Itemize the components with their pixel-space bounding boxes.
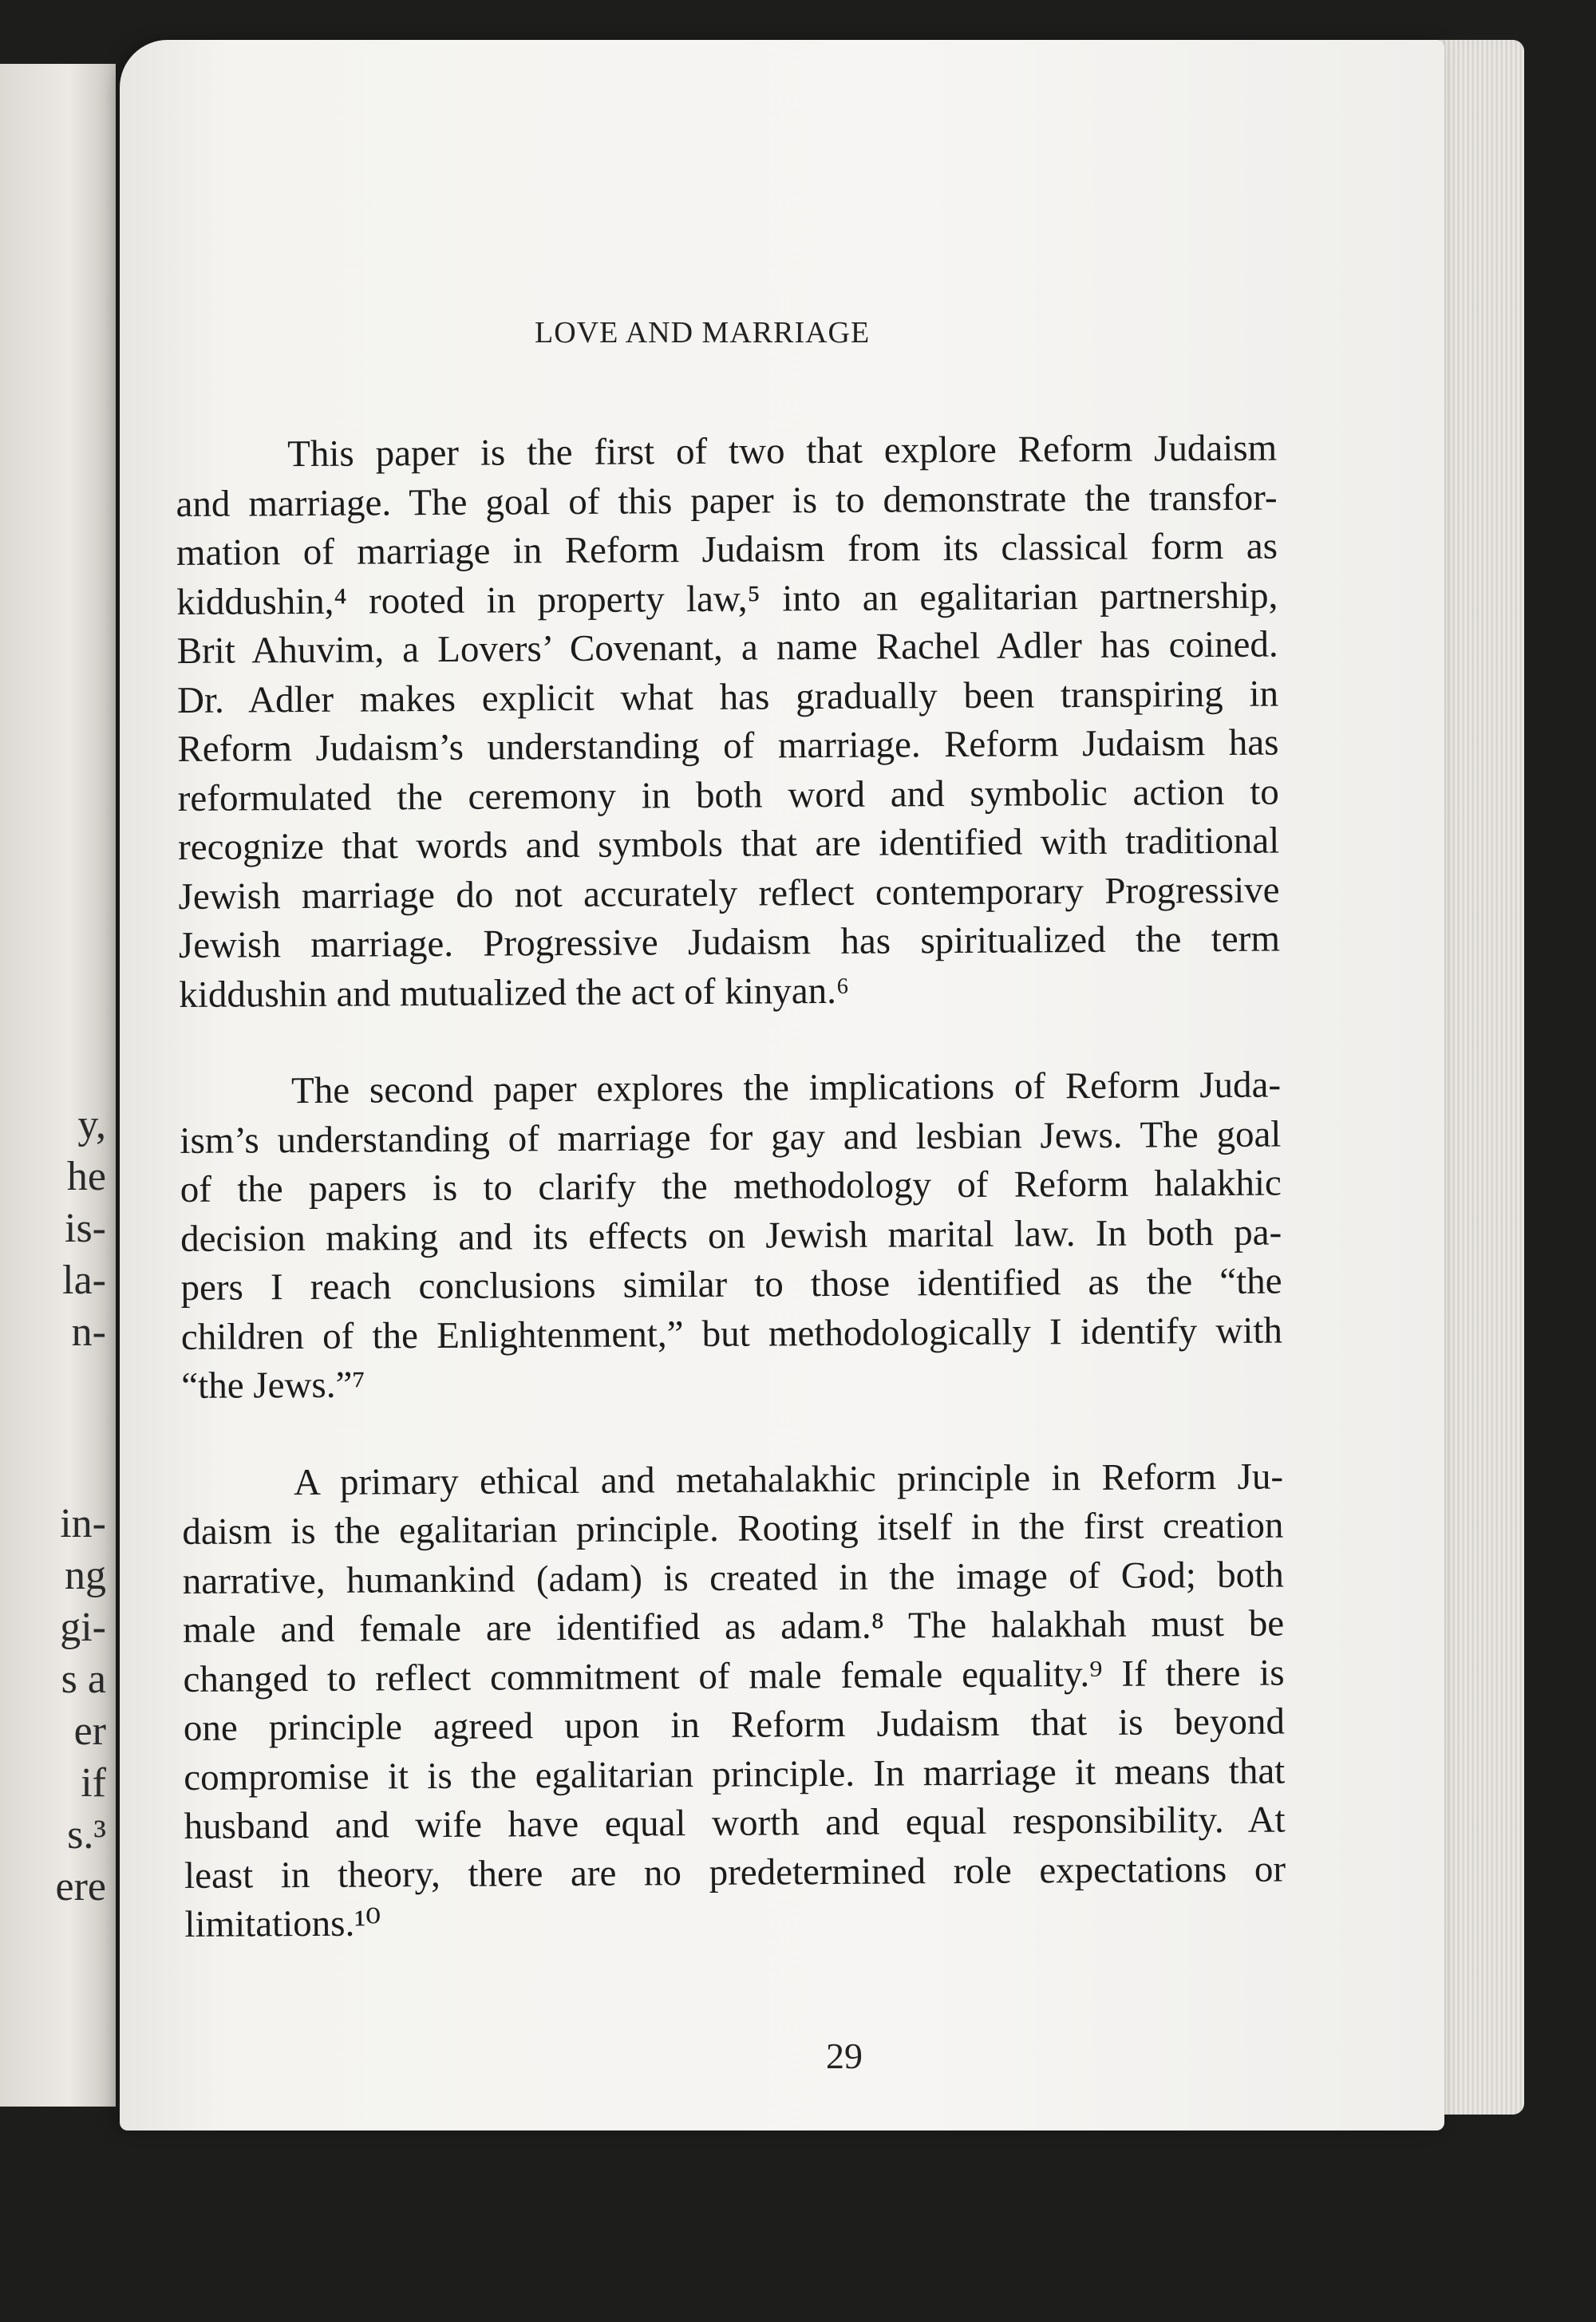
- text-line: husband and wife have equal worth and equal responsibility. At: [184, 1799, 1286, 1847]
- left-page-fragment: la-: [62, 1258, 106, 1303]
- paragraph: [180, 1061, 1283, 1412]
- paragraph: [176, 425, 1280, 1020]
- text-line: decision making and its effects on Jewish marital law. In both pa-: [180, 1211, 1282, 1260]
- left-page-fragment: n-: [71, 1309, 106, 1355]
- page-number: 29: [826, 2036, 863, 2076]
- text-line: daism is the egalitarian principle. Rooting itself in the first creation: [182, 1504, 1284, 1553]
- text-line: This paper is the first of two that explore Reform Judaism: [287, 427, 1278, 476]
- text-line: of the papers is to clarify the methodology of Reform halakhic: [180, 1162, 1282, 1210]
- text-line: narrative, humankind (adam) is created in the image of God; both: [182, 1554, 1284, 1602]
- text-line: “the Jews.”⁷: [181, 1364, 365, 1407]
- text-line: The second paper explores the implications of Reform Juda-: [290, 1064, 1282, 1112]
- text-line: least in theory, there are no predetermined role expectations or: [184, 1848, 1286, 1897]
- left-page-fragment: gi-: [60, 1605, 106, 1650]
- left-page-fragment: he: [66, 1154, 106, 1199]
- left-page-fragment: in-: [60, 1501, 106, 1546]
- left-page-edge: [0, 64, 116, 2107]
- left-page-fragment: ng: [65, 1553, 106, 1598]
- text-line: reformulated the ceremony in both word and symbolic action to: [177, 771, 1279, 819]
- text-line: children of the Enlightenment,” but methodologically I identify with: [180, 1309, 1283, 1358]
- text-line: compromise it is the egalitarian principle. In marriage it means that: [184, 1750, 1286, 1799]
- left-page-fragment: if: [81, 1760, 106, 1806]
- text-line: Brit Ahuvim, a Lovers’ Covenant, a name Rachel Adler has coined.: [176, 623, 1278, 672]
- running-head: LOVE AND MARRIAGE: [535, 316, 871, 349]
- text-line: pers I reach conclusions similar to those identified as the “the: [180, 1260, 1282, 1309]
- left-page-fragment: s a: [61, 1657, 106, 1702]
- paragraph: [182, 1452, 1286, 1949]
- text-line: one principle agreed upon in Reform Judaism that is beyond: [183, 1700, 1286, 1749]
- text-line: changed to reflect commitment of male female equality.⁹ If there is: [183, 1652, 1285, 1700]
- text-line: male and female are identified as adam.⁸ The halakhah must be: [183, 1602, 1285, 1651]
- left-page-fragment: ere: [55, 1864, 106, 1909]
- text-line: Jewish marriage. Progressive Judaism has spiritualized the term: [178, 918, 1281, 966]
- text-line: and marriage. The goal of this paper is to demonstrate the transfor-: [176, 476, 1278, 525]
- book-page: [120, 40, 1444, 2130]
- left-page-fragment: er: [73, 1708, 106, 1754]
- text-line: kiddushin,⁴ rooted in property law,⁵ into an egalitarian partnership,: [176, 575, 1278, 623]
- left-page-fragment: y,: [77, 1102, 106, 1147]
- text-line: A primary ethical and metahalakhic principle in Reform Ju-: [293, 1455, 1284, 1503]
- text-line: recognize that words and symbols that are identified with traditional: [178, 819, 1280, 868]
- left-page-fragment: is-: [65, 1206, 106, 1251]
- text-line: mation of marriage in Reform Judaism from its classical form as: [176, 525, 1278, 574]
- text-line: Dr. Adler makes explicit what has gradually been transpiring in: [176, 673, 1279, 721]
- text-line: ism’s understanding of marriage for gay and lesbian Jews. The goal: [180, 1113, 1282, 1162]
- text-line: Reform Judaism’s understanding of marriage. Reform Judaism has: [177, 721, 1279, 770]
- text-line: kiddushin and mutualized the act of kinyan.⁶: [179, 969, 850, 1016]
- body-text: [176, 425, 1286, 1998]
- text-line: limitations.¹⁰: [184, 1902, 381, 1945]
- left-page-fragment: s.³: [67, 1812, 106, 1858]
- text-line: Jewish marriage do not accurately reflect contemporary Progressive: [178, 869, 1280, 918]
